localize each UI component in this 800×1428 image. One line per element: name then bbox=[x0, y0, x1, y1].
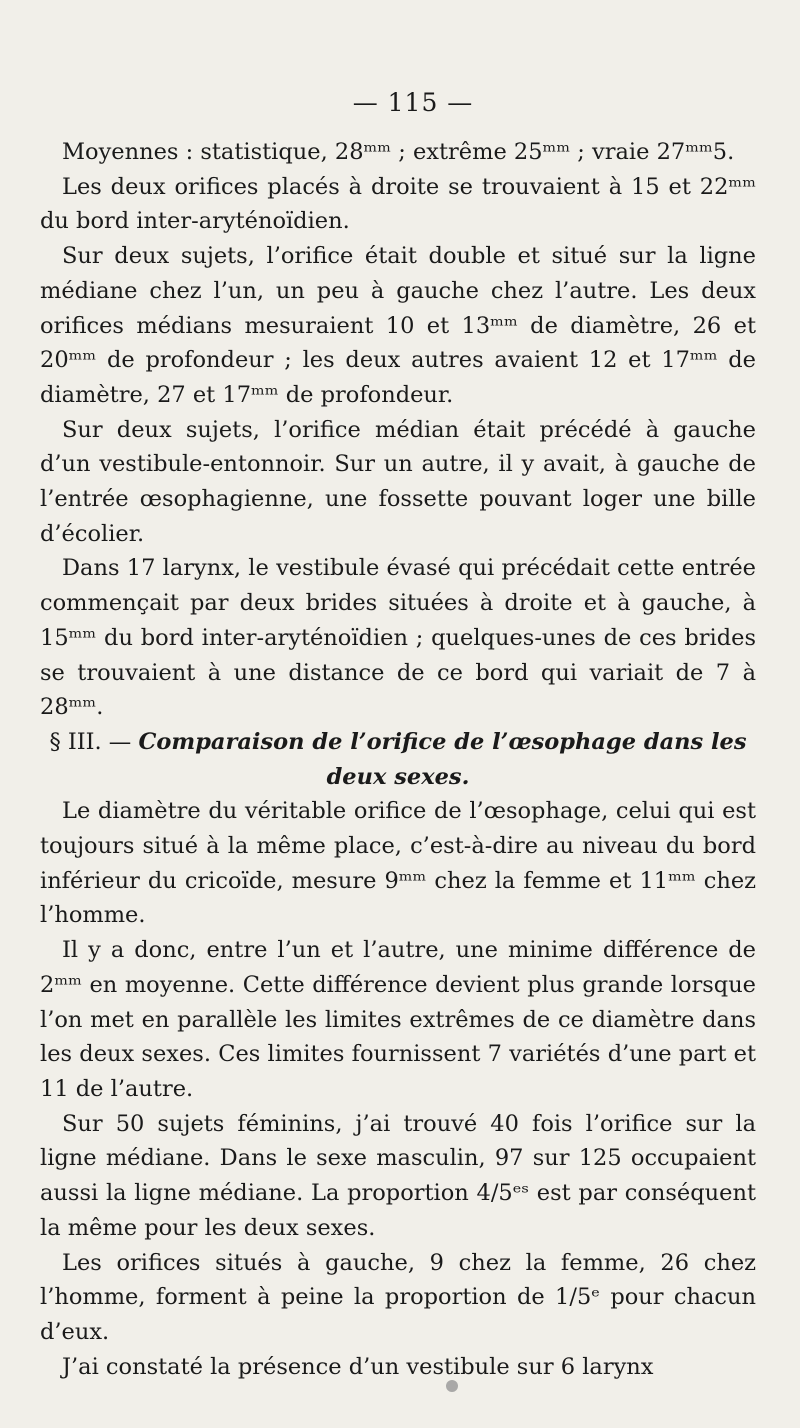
section-number: § III. — bbox=[49, 728, 132, 755]
ink-spot bbox=[446, 1380, 458, 1392]
paragraph-3: Sur deux sujets, l’orifice était double et situé sur la ligne médiane chez l’un, un peu à gauche chez l’autre. Les deux orifices médians mesuraient 10 et 13ᵐᵐ de diamètre, 26 et 20ᵐᵐ de profondeur ; les deux autres avaient 12 et 17ᵐᵐ de diamètre, 27 et 17ᵐᵐ de profondeur. bbox=[40, 243, 756, 408]
paragraph-5: Dans 17 larynx, le vestibule évasé qui précédait cette entrée commençait par deux brides situées à droite et à gauche, à 15ᵐᵐ du bord inter-aryténoïdien ; quelques-unes de ces brides se trouvaient à une distance de ce bord qui variait de 7 à 28ᵐᵐ. bbox=[40, 555, 756, 721]
section-title: Comparaison de l’orifice de l’œsophage dans les deux sexes. bbox=[138, 728, 747, 790]
paragraph-10: J’ai constaté la présence d’un vestibule sur 6 larynx bbox=[62, 1353, 654, 1380]
paragraph-8: Sur 50 sujets féminins, j’ai trouvé 40 fois l’orifice sur la ligne médiane. Dans le sexe masculin, 97 sur 125 occupaient aussi la ligne médiane. La proportion 4/5ᵉˢ est par conséquent la même pour les deux sexes. bbox=[40, 1110, 756, 1241]
book-page bbox=[40, 88, 756, 1384]
section-heading bbox=[40, 725, 756, 794]
paragraph-4: Sur deux sujets, l’orifice médian était précédé à gauche d’un vestibule-entonnoir. Sur un autre, il y avait, à gauche de l’entrée œsophagienne, une fossette pouvant loger une bille d’écolier. bbox=[40, 416, 756, 547]
paragraph-9: Les orifices situés à gauche, 9 chez la femme, 26 chez l’homme, forment à peine la proportion de 1/5ᵉ pour chacun d’eux. bbox=[40, 1249, 756, 1345]
paragraph-2: Les deux orifices placés à droite se trouvaient à 15 et 22ᵐᵐ du bord inter-aryténoïdien. bbox=[40, 173, 756, 235]
paragraph-6: Le diamètre du véritable orifice de l’œsophage, celui qui est toujours situé à la même place, c’est-à-dire au niveau du bord inférieur du cricoïde, mesure 9ᵐᵐ chez la femme et 11ᵐᵐ chez l’homme. bbox=[40, 798, 756, 929]
paragraph-1: Moyennes : statistique, 28ᵐᵐ ; extrême 25ᵐᵐ ; vraie 27ᵐᵐ5. bbox=[62, 139, 735, 165]
page-number: — 115 — bbox=[352, 88, 474, 117]
paragraph-7: Il y a donc, entre l’un et l’autre, une minime différence de 2ᵐᵐ en moyenne. Cette différence devient plus grande lorsque l’on met en parallèle les limites extrêmes de ce diamètre dans les deux sexes. Ces limites fournissent 7 variétés d’une part et 11 de l’autre. bbox=[40, 937, 756, 1102]
